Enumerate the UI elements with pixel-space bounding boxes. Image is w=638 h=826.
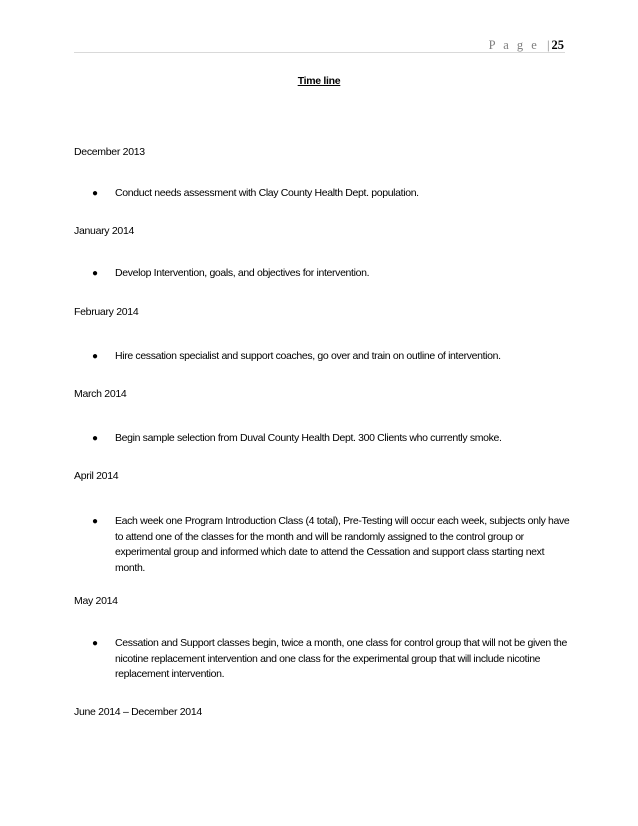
page-number: 25: [551, 38, 564, 52]
month-heading: February 2014: [74, 306, 139, 318]
bullet-icon: ●: [92, 268, 99, 279]
bullet-icon: ●: [92, 188, 99, 199]
month-heading: May 2014: [74, 595, 118, 607]
bullet-icon: ●: [92, 351, 99, 362]
bullet-icon: ●: [92, 516, 99, 527]
bullet-item: Develop Intervention, goals, and objectives for intervention.: [115, 267, 370, 279]
bullet-item: Hire cessation specialist and support coaches, go over and train on outline of intervention.: [115, 350, 501, 362]
bullet-item: Begin sample selection from Duval County Health Dept. 300 Clients who currently smoke.: [115, 432, 502, 444]
month-heading: December 2013: [74, 146, 145, 158]
bullet-icon: ●: [92, 433, 99, 444]
document-title: Time line: [297, 75, 341, 87]
page-label: P a g e: [488, 38, 540, 52]
month-heading: March 2014: [74, 388, 127, 400]
month-heading: June 2014 – December 2014: [74, 706, 202, 718]
header-rule: [74, 52, 565, 53]
bullet-item: Cessation and Support classes begin, twice a month, one class for control group that will not be given the nicotine replacement intervention and one class for the experimental group that will include nicotine replacement intervention.: [115, 637, 568, 680]
bullet-icon: ●: [92, 638, 99, 649]
month-heading: April 2014: [74, 470, 119, 482]
bullet-item: Each week one Program Introduction Class (4 total), Pre-Testing will occur each week, subjects only have to attend one of the classes for the month and will be randomly assigned to the control group or experimental group and informed which date to attend the Cessation and support class starting next month.: [115, 515, 570, 574]
month-heading: January 2014: [74, 225, 135, 237]
page-separator: |: [546, 38, 550, 52]
page-header: [489, 38, 564, 53]
bullet-item: Conduct needs assessment with Clay County Health Dept. population.: [115, 187, 419, 199]
